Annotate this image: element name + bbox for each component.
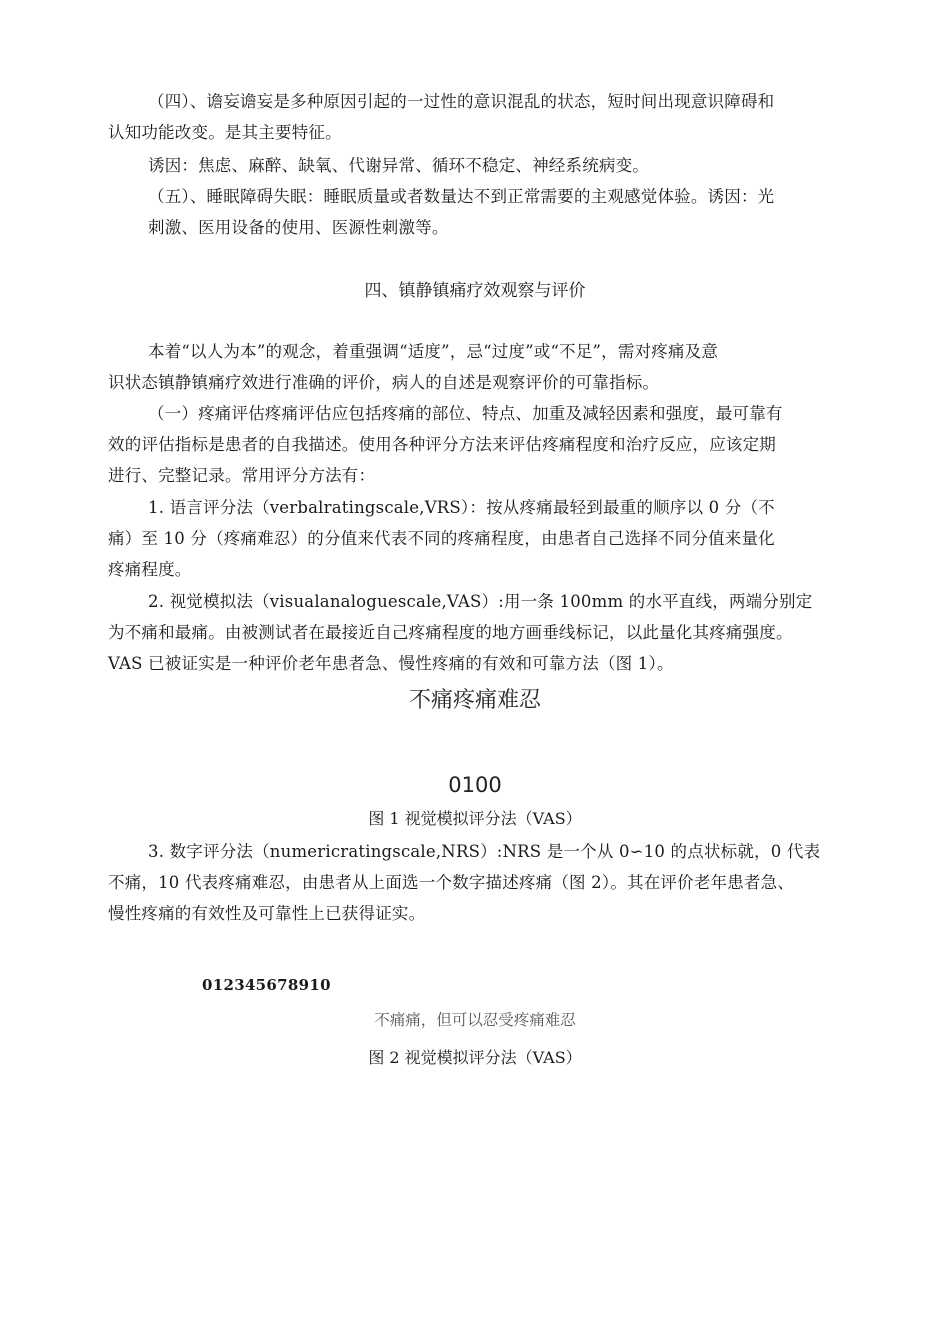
figure1-scale: 0100 <box>448 773 502 797</box>
delirium-triggers: 诱因：焦虑、麻醉、缺氧、代谢异常、循环不稳定、神经系统病变。 <box>148 156 649 175</box>
vas-line-1: 2. 视觉模拟法（visualanaloguescale,VAS）:用一条 100mm 的水平直线，两端分别定 <box>148 592 813 611</box>
delirium-line-1: （四）、谵妄谵妄是多种原因引起的一过性的意识混乱的状态，短时间出现意识障碍和 <box>148 92 775 111</box>
nrs-line-2: 不痛，10 代表疼痛难忍，由患者从上面选一个数字描述疼痛（图 2）。其在评价老年患者急、 <box>108 873 795 892</box>
vas-line-2: 为不痛和最痛。由被测试者在最接近自己疼痛程度的地方画垂线标记，以此量化其疼痛强度。 <box>108 623 793 642</box>
figure2-labels: 不痛痛，但可以忍受疼痛难忍 <box>374 1011 576 1029</box>
pain-eval-line-1: （一）疼痛评估疼痛评估应包括疼痛的部位、特点、加重及减轻因素和强度，最可靠有 <box>148 404 783 423</box>
figure2-caption: 图 2 视觉模拟评分法（VAS） <box>368 1048 582 1067</box>
delirium-line-2: 认知功能改变。是其主要特征。 <box>108 123 342 142</box>
pain-eval-line-3: 进行、完整记录。常用评分方法有： <box>108 466 376 485</box>
intro-line-1: 本着“以人为本”的观念，着重强调“适度”，忌“过度”或“不足”，需对疼痛及意 <box>148 342 719 361</box>
sleep-line-2: 刺激、医用设备的使用、医源性刺激等。 <box>148 218 449 237</box>
sleep-line-1: （五）、睡眠障碍失眠：睡眠质量或者数量达不到正常需要的主观感觉体验。诱因：光 <box>148 187 775 206</box>
figure2-digits: 012345678910 <box>202 976 331 994</box>
nrs-line-1: 3. 数字评分法（numericratingscale,NRS）:NRS 是一个从 0∽10 的点状标就，0 代表 <box>148 842 821 861</box>
figure1-caption: 图 1 视觉模拟评分法（VAS） <box>368 809 582 828</box>
nrs-line-3: 慢性疼痛的有效性及可靠性上已获得证实。 <box>108 904 426 923</box>
figure1-title: 不痛疼痛难忍 <box>408 688 541 713</box>
vas-line-3: VAS 已被证实是一种评价老年患者急、慢性疼痛的有效和可靠方法（图 1）。 <box>108 654 674 673</box>
section-heading-4: 四、镇静镇痛疗效观察与评价 <box>364 281 586 301</box>
pain-eval-line-2: 效的评估指标是患者的自我描述。使用各种评分方法来评估疼痛程度和治疗反应，应该定期 <box>108 435 776 454</box>
vrs-line-1: 1. 语言评分法（verbalratingscale,VRS）：按从疼痛最轻到最重的顺序以 0 分（不 <box>148 498 775 517</box>
intro-line-2: 识状态镇静镇痛疗效进行准确的评价，病人的自述是观察评价的可靠指标。 <box>108 373 660 392</box>
vrs-line-3: 疼痛程度。 <box>108 560 192 579</box>
vrs-line-2: 痛）至 10 分（疼痛难忍）的分值来代表不同的疼痛程度，由患者自己选择不同分值来量化 <box>108 529 775 548</box>
